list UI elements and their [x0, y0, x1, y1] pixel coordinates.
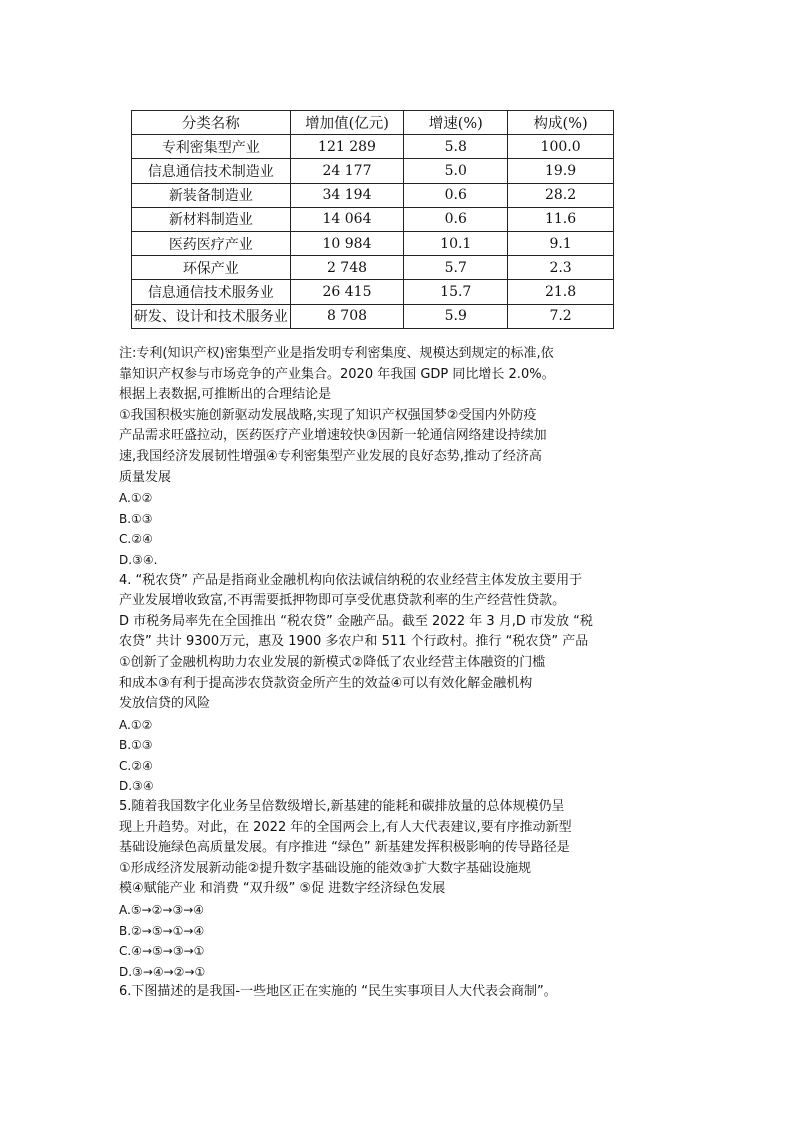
answer-option-b: B.①③	[119, 738, 153, 753]
answer-option-d: D.③④.	[119, 552, 158, 567]
table-cell: 26 415	[290, 280, 404, 304]
industry-data-table	[131, 110, 614, 329]
question-text-line: 和成本③有利于提高涉农贷款资金所产生的效益④可以有效化解金融机构	[119, 675, 533, 691]
question-text-line: 产品需求旺盛拉动，医药医疗产业增速较快③因新一轮通信网络建设持续加	[119, 428, 547, 444]
table-row	[132, 135, 614, 159]
question-text-line: 5.随着我国数字化业务呈倍数级增长,新基建的能耗和碳排放量的总体规模仍呈	[119, 799, 565, 815]
table-cell: 2 748	[290, 256, 404, 280]
table-cell: 14 064	[290, 207, 404, 231]
table-cell: 7.2	[508, 304, 614, 328]
table-cell: 100.0	[508, 135, 614, 159]
question-text-line: 根据上表数据,可推断出的合理结论是	[119, 387, 332, 403]
question-text-line: 现上升趋势。对此，在 2022 年的全国两会上,有人大代表建议,要有序推动新型	[119, 819, 572, 835]
table-cell: 5.0	[404, 159, 508, 183]
question-text-line: 质量发展	[119, 469, 172, 485]
question-text-line: 农贷” 共计 9300万元，惠及 1900 多农户和 511 个行政村。推行 “税农贷” 产品	[119, 634, 589, 650]
question-text-line: ①形成经济发展新动能②提升数字基础设施的能效③扩大数字基础设施规	[119, 860, 531, 876]
table-row	[132, 183, 614, 207]
table-cell: 2.3	[508, 256, 614, 280]
question-text-line: 模④赋能产业 和消费 “双升级” ⑤促 进数字经济绿色发展	[119, 881, 446, 897]
table-cell: 专利密集型产业	[132, 135, 291, 159]
table-cell: 21.8	[508, 280, 614, 304]
table-row	[132, 256, 614, 280]
question-text-line: 4. “税农贷” 产品是指商业金融机构向依法诚信纳税的农业经营主体发放主要用于	[119, 572, 583, 588]
question-text-line: 发放信贷的风险	[119, 696, 211, 712]
question-text-line: 基础设施绿色高质量发展。有序推进 “绿色” 新基建发挥积极影响的传导路径是	[119, 840, 570, 856]
table-cell: 医药医疗产业	[132, 231, 291, 255]
answer-option-c: C.②④	[119, 758, 153, 773]
table-cell: 5.9	[404, 304, 508, 328]
table-cell: 信息通信技术服务业	[132, 280, 291, 304]
table-cell: 24 177	[290, 159, 404, 183]
question-text-line: 靠知识产权参与市场竞争的产业集合。2020 年我国 GDP 同比增长 2.0%。	[119, 366, 555, 382]
answer-option-a: A.⑤→②→③→④	[119, 903, 205, 918]
table-header-cell: 构成(%)	[508, 111, 614, 135]
answer-option-d: D.③→④→②→①	[119, 964, 206, 979]
question-text-line: ①创新了金融机构助力农业发展的新模式②降低了农业经营主体融资的门槛	[119, 654, 546, 670]
question-text-line: 注:专利(知识产权)密集型产业是指发明专利密集度、规模达到规定的标准,依	[119, 346, 554, 361]
table-cell: 34 194	[290, 183, 404, 207]
table-header-cell: 增速(%)	[404, 111, 508, 135]
question-text-line: 速,我国经济发展韧性增强④专利密集型产业发展的良好态势,推动了经济高	[119, 448, 542, 464]
table-cell: 8 708	[290, 304, 404, 328]
table-row	[132, 207, 614, 231]
table-cell: 新装备制造业	[132, 183, 291, 207]
table-cell: 0.6	[404, 183, 508, 207]
answer-option-a: A.①②	[119, 717, 153, 732]
table-cell: 新材料制造业	[132, 207, 291, 231]
table-header-cell: 分类名称	[132, 111, 291, 135]
table-row	[132, 159, 614, 183]
table-cell: 0.6	[404, 207, 508, 231]
answer-option-b: B.②→⑤→①→④	[119, 923, 205, 938]
answer-option-c: C.④→⑤→③→①	[119, 944, 205, 959]
answer-option-a: A.①②	[119, 491, 153, 506]
question-text-line: 6.下图描述的是我国-一些地区正在实施的 “民生实事项目人大代表会商制”。	[119, 984, 557, 1000]
answer-option-d: D.③④	[119, 779, 154, 794]
question-text-line: 产业发展增收致富,不再需要抵押物即可享受优惠贷款利率的生产经营性贷款。	[119, 593, 566, 609]
table-cell: 19.9	[508, 159, 614, 183]
answer-option-c: C.②④	[119, 532, 153, 547]
table-cell: 5.8	[404, 135, 508, 159]
answer-option-b: B.①③	[119, 511, 153, 526]
table-row	[132, 231, 614, 255]
table-row	[132, 304, 614, 328]
table-cell: 10 984	[290, 231, 404, 255]
table-header-row	[132, 111, 614, 135]
question-text-line: ①我国积极实施创新驱动发展战略,实现了知识产权强国梦②受国内外防疫	[119, 407, 537, 423]
table-header-cell: 增加值(亿元)	[290, 111, 404, 135]
table-cell: 信息通信技术制造业	[132, 159, 291, 183]
table-cell: 28.2	[508, 183, 614, 207]
table-cell: 研发、设计和技术服务业	[132, 304, 291, 328]
question-text-line: D 市税务局率先在全国推出 “税农贷” 金融产品。截至 2022 年 3 月,D 市发放 “税	[119, 613, 593, 629]
question-3-block	[119, 344, 759, 1003]
table-cell: 10.1	[404, 231, 508, 255]
table-row	[132, 280, 614, 304]
table-cell: 121 289	[290, 135, 404, 159]
table-cell: 5.7	[404, 256, 508, 280]
table-cell: 9.1	[508, 231, 614, 255]
table-cell: 11.6	[508, 207, 614, 231]
table-cell: 15.7	[404, 280, 508, 304]
table-cell: 环保产业	[132, 256, 291, 280]
